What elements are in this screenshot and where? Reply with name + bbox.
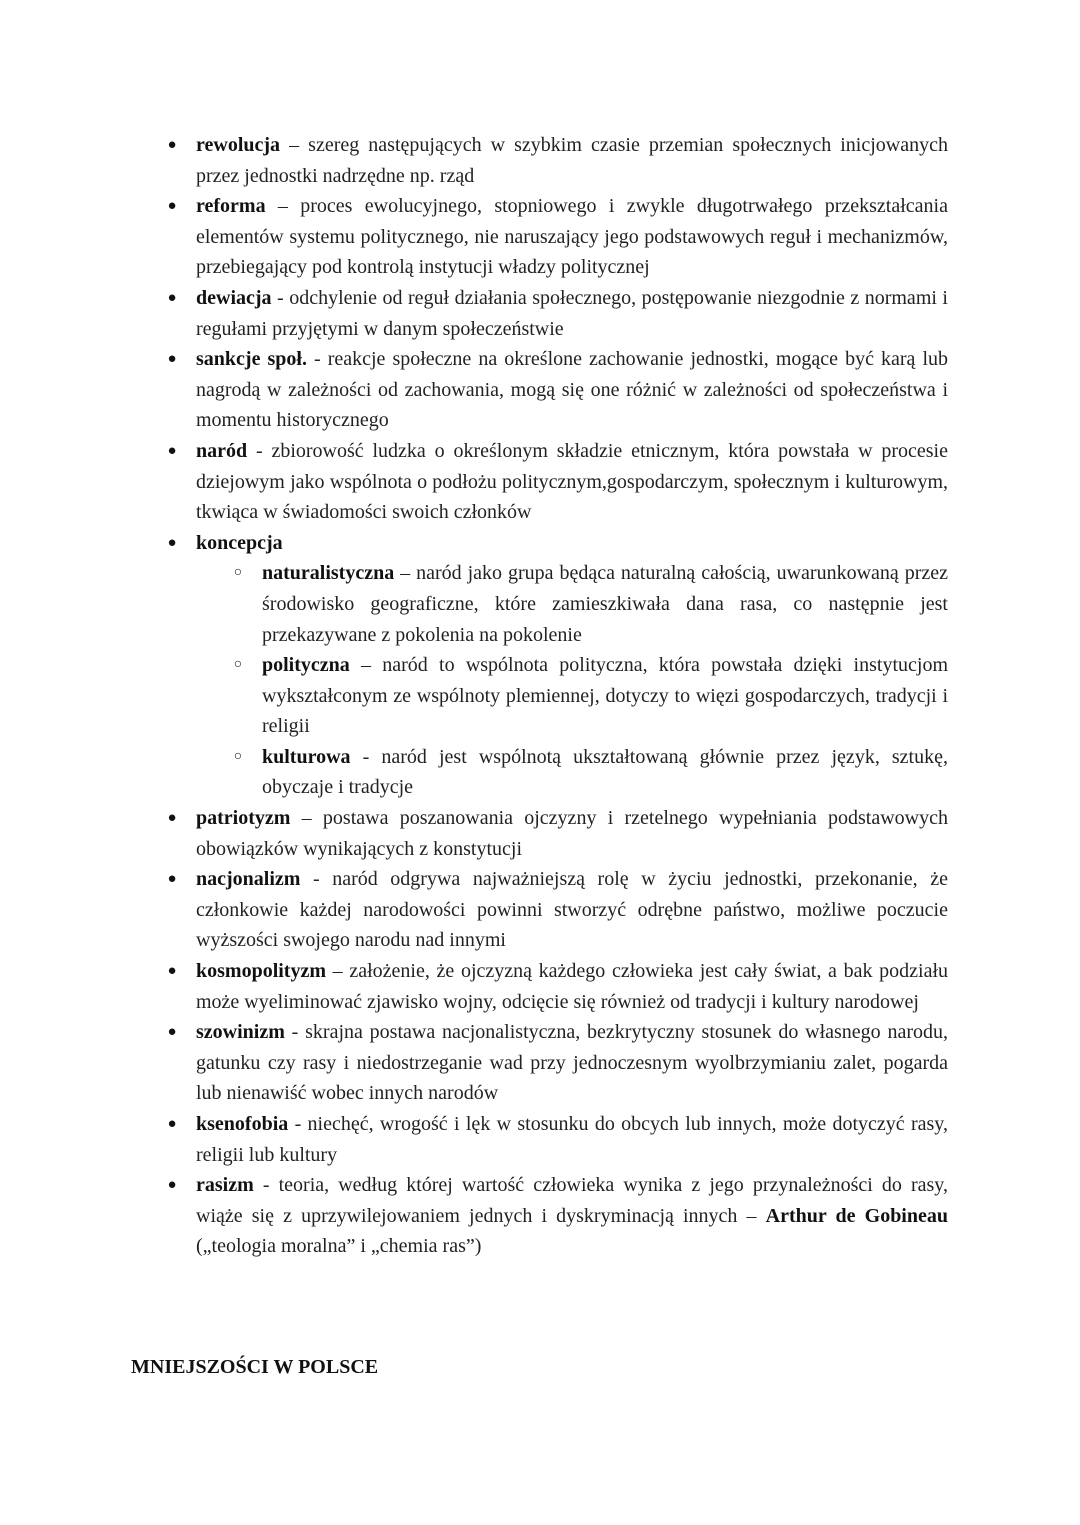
circle-bullet-icon: ○ — [233, 748, 243, 764]
term-label: kulturowa — [262, 745, 351, 768]
list-item — [160, 344, 948, 436]
list-item — [160, 956, 948, 1017]
list-item — [160, 1109, 948, 1170]
circle-bullet-icon: ○ — [233, 657, 243, 673]
definition-text: – naród to wspólnota polityczna, która powstała dzięki instytucjom wykształconym ze wspólnoty plemiennej, dotyczy to więzi gospodarczych, tradycji i religii — [262, 654, 948, 738]
term-label: rasizm — [196, 1174, 254, 1197]
sub-list-item — [196, 650, 948, 742]
definition-text: – proces ewolucyjnego, stopniowego i zwykle długotrwałego przekształcania elementów systemu politycznego, nie naruszający jego podstawowych reguł i mechanizmów, przebiegający pod kontrolą instytucji władzy politycznej — [196, 195, 948, 279]
author-name: Arthur de Gobineau — [765, 1204, 948, 1227]
definition-text: - niechęć, wrogość i lęk w stosunku do obcych lub innych, może dotyczyć rasy, religii lub kultury — [196, 1113, 948, 1166]
term-label: sankcje społ. — [196, 348, 307, 371]
definition-text: – postawa poszanowania ojczyzny i rzetelnego wypełniania podstawowych obowiązków wynikających z konstytucji — [196, 807, 948, 860]
term-label: naród — [196, 439, 248, 462]
circle-bullet-icon: ○ — [233, 565, 243, 581]
bullet-icon: ● — [167, 289, 177, 306]
bullet-icon: ● — [167, 442, 177, 459]
list-item — [160, 130, 948, 191]
bullet-icon: ● — [167, 351, 177, 368]
definition-text: - teoria, według której wartość człowieka wynika z jego przynależności do rasy, wiąże się z uprzywilejowaniem jednych i dyskryminacją innych – — [196, 1174, 948, 1227]
bullet-icon: ● — [167, 1024, 177, 1041]
list-item-koncepcja — [160, 528, 948, 803]
definition-text: - naród odgrywa najważniejszą rolę w życiu jednostki, przekonanie, że członkowie każdej narodowości powinni stworzyć odrębne państwo, możliwe poczucie wyższości swojego narodu nad innymi — [196, 868, 948, 952]
definition-text: („teologia moralna” i „chemia ras”) — [196, 1235, 482, 1258]
term-label: szowinizm — [196, 1021, 285, 1044]
term-label: nacjonalizm — [196, 868, 301, 891]
definition-text: - skrajna postawa nacjonalistyczna, bezkrytyczny stosunek do własnego narodu, gatunku czy rasy i niedostrzeganie wad przy jednoczesnym wyolbrzymianiu zalet, pogarda lub nienawiść wobec innych narodów — [196, 1021, 948, 1105]
bullet-icon: ● — [167, 198, 177, 215]
list-item — [160, 436, 948, 528]
bullet-icon: ● — [167, 871, 177, 888]
list-item — [160, 283, 948, 344]
definition-text: - reakcje społeczne na określone zachowanie jednostki, mogące być karą lub nagrodą w zależności od zachowania, mogą się one różnić w zależności od społeczeństwa i momentu historycznego — [196, 348, 948, 432]
bullet-icon: ● — [167, 810, 177, 827]
list-item — [160, 1017, 948, 1109]
definition-text: – naród jako grupa będąca naturalną całością, uwarunkowaną przez środowisko geograficzne, które zamieszkiwała dana rasa, co następnie jest przekazywane z pokolenia na pokolenie — [262, 562, 948, 646]
section-heading: MNIEJSZOŚCI W POLSCE — [131, 1356, 379, 1378]
list-item — [160, 803, 948, 864]
bullet-icon: ● — [167, 963, 177, 980]
term-label: naturalistyczna — [262, 562, 395, 585]
definition-text: – szereg następujących w szybkim czasie przemian społecznych inicjowanych przez jednostki nadrzędne np. rząd — [196, 134, 948, 187]
bullet-icon: ● — [167, 534, 177, 551]
term-label: koncepcja — [196, 531, 283, 554]
definition-text: – założenie, że ojczyzną każdego człowieka jest cały świat, a bak podziału może wyeliminować zjawisko wojny, odcięcie się również od tradycji i kultury narodowej — [196, 960, 948, 1013]
term-label: reforma — [196, 195, 266, 218]
sub-list-item — [196, 558, 948, 650]
list-item — [160, 1170, 948, 1262]
bullet-icon: ● — [167, 1177, 177, 1194]
definition-text: - odchylenie od reguł działania społecznego, postępowanie niezgodnie z normami i regułami przyjętymi w danym społeczeństwie — [196, 286, 948, 340]
sub-list — [196, 558, 948, 803]
definition-text: - zbiorowość ludzka o określonym składzie etnicznym, która powstała w procesie dziejowym jako wspólnota o podłożu politycznym,gospodarczym, społecznym i kulturowym, tkwiąca w świadomości swoich członków — [196, 439, 948, 524]
definitions-list — [160, 130, 948, 1262]
term-label: polityczna — [262, 654, 350, 677]
term-label: dewiacja — [196, 286, 272, 309]
term-label: patriotyzm — [196, 807, 291, 830]
bullet-icon: ● — [167, 1116, 177, 1132]
term-label: kosmopolityzm — [196, 960, 326, 983]
definition-text: - naród jest wspólnotą ukształtowaną głównie przez język, sztukę, obyczaje i tradycje — [262, 745, 948, 799]
list-item — [160, 191, 948, 283]
term-label: ksenofobia — [196, 1113, 289, 1135]
bullet-icon: ● — [167, 137, 177, 153]
term-label: rewolucja — [196, 134, 281, 156]
list-item — [160, 864, 948, 956]
sub-list-item — [196, 742, 948, 803]
